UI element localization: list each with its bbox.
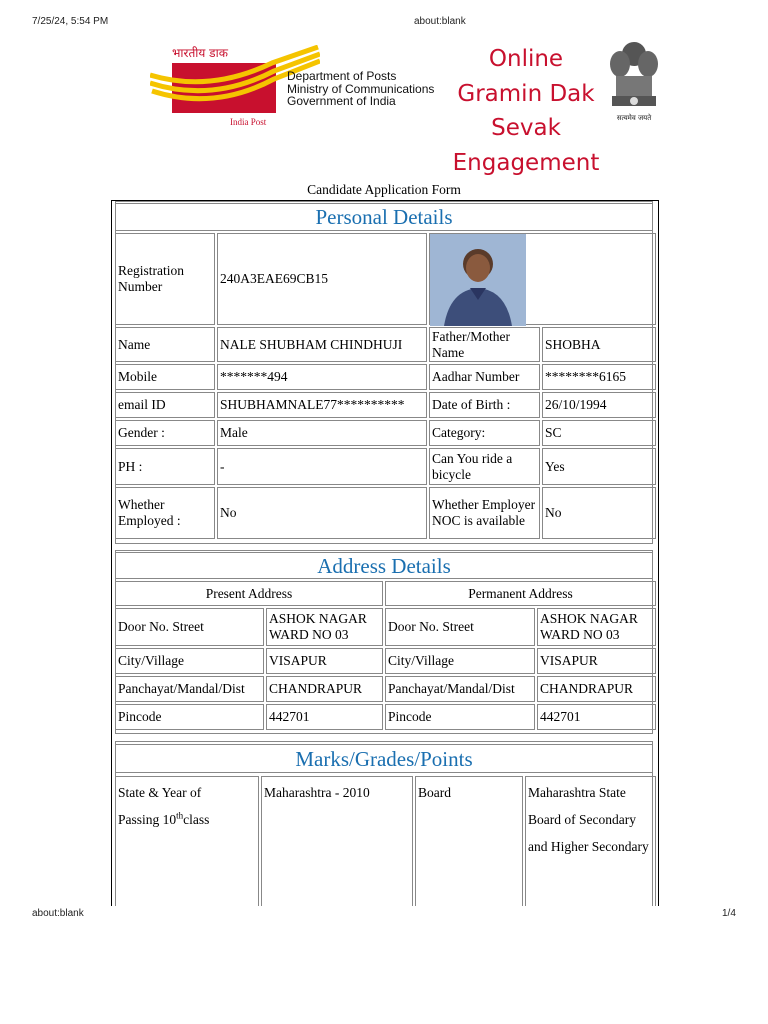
dept-line: Ministry of Communications: [287, 81, 435, 96]
gender-value: Male: [217, 420, 427, 446]
permanent-pincode-value: 442701: [537, 704, 656, 730]
permanent-panchayat-value: CHANDRAPUR: [537, 676, 656, 702]
present-city-value: VISAPUR: [266, 648, 383, 674]
present-pincode-label: Pincode: [115, 704, 264, 730]
dept-line: Department of Posts: [287, 69, 397, 83]
permanent-address-title: Permanent Address: [385, 581, 656, 606]
email-value: SHUBHAMNALE77**********: [217, 392, 427, 418]
gender-label: Gender :: [115, 420, 215, 446]
noc-label: Whether Employer NOC is available: [429, 487, 540, 539]
print-url-top: about:blank: [414, 16, 466, 27]
parent-label: Father/Mother Name: [429, 327, 540, 362]
dob-value: 26/10/1994: [542, 392, 656, 418]
personal-heading: Personal Details: [115, 203, 653, 231]
permanent-panchayat-label: Panchayat/Mandal/Dist: [385, 676, 535, 702]
name-label: Name: [115, 327, 215, 362]
present-panchayat-value: CHANDRAPUR: [266, 676, 383, 702]
permanent-door-label: Door No. Street: [385, 608, 535, 646]
bicycle-label: Can You ride a bicycle: [429, 448, 540, 485]
employed-value: No: [217, 487, 427, 539]
reg-value: 240A3EAE69CB15: [217, 233, 427, 325]
photo-cell: [429, 233, 656, 325]
title-line: Engagement: [452, 149, 600, 176]
logo-caption: India Post: [230, 117, 267, 127]
marks-heading: Marks/Grades/Points: [115, 744, 653, 773]
present-address-title: Present Address: [115, 581, 383, 606]
aadhar-label: Aadhar Number: [429, 364, 540, 390]
mobile-value: *******494: [217, 364, 427, 390]
employed-label: Whether Employed :: [115, 487, 215, 539]
state-year-label-line2: Passing 10: [118, 812, 177, 827]
state-year-label: [115, 776, 259, 906]
noc-value: No: [542, 487, 656, 539]
email-label: email ID: [115, 392, 215, 418]
present-pincode-value: 442701: [266, 704, 383, 730]
state-year-value: Maharashtra - 2010: [261, 776, 413, 906]
ph-value: -: [217, 448, 427, 485]
logo-hindi-text: भारतीय डाक: [172, 46, 228, 60]
ph-label: PH :: [115, 448, 215, 485]
permanent-city-value: VISAPUR: [537, 648, 656, 674]
parent-value: SHOBHA: [542, 327, 656, 362]
title-line: Sevak: [491, 115, 561, 141]
permanent-pincode-label: Pincode: [385, 704, 535, 730]
candidate-photo: [430, 234, 526, 326]
print-datetime: 7/25/24, 5:54 PM: [32, 16, 109, 27]
category-value: SC: [542, 420, 656, 446]
permanent-city-label: City/Village: [385, 648, 535, 674]
application-form: [111, 200, 659, 906]
name-value: NALE SHUBHAM CHINDHUJI: [217, 327, 427, 362]
state-year-label-line2b: class: [183, 812, 210, 827]
state-year-label-sup: th: [176, 810, 184, 821]
bicycle-value: Yes: [542, 448, 656, 485]
dob-label: Date of Birth :: [429, 392, 540, 418]
reg-label: Registration Number: [115, 233, 215, 325]
category-label: Category:: [429, 420, 540, 446]
national-emblem-icon: [604, 38, 664, 131]
print-url-bottom: about:blank: [32, 908, 84, 919]
print-page-number: 1/4: [722, 908, 736, 919]
address-heading: Address Details: [115, 552, 653, 579]
present-panchayat-label: Panchayat/Mandal/Dist: [115, 676, 264, 702]
emblem-motto: सत्यमेव जयते: [616, 114, 652, 122]
board-value: Maharashtra State Board of Secondary and Higher Secondary: [525, 776, 656, 906]
mobile-label: Mobile: [115, 364, 215, 390]
present-city-label: City/Village: [115, 648, 264, 674]
state-year-label-line1: State & Year of: [118, 785, 202, 800]
online-gds-title: [445, 42, 607, 180]
aadhar-value: ********6165: [542, 364, 656, 390]
title-line: Gramin Dak: [457, 80, 595, 107]
permanent-door-value: ASHOK NAGAR WARD NO 03: [537, 608, 656, 646]
board-label: Board: [415, 776, 523, 906]
department-block: [287, 70, 434, 108]
present-door-value: ASHOK NAGAR WARD NO 03: [266, 608, 383, 646]
form-title: Candidate Application Form: [307, 182, 461, 197]
title-line: Online: [488, 46, 564, 72]
dept-line: Government of India: [287, 94, 396, 108]
present-door-label: Door No. Street: [115, 608, 264, 646]
